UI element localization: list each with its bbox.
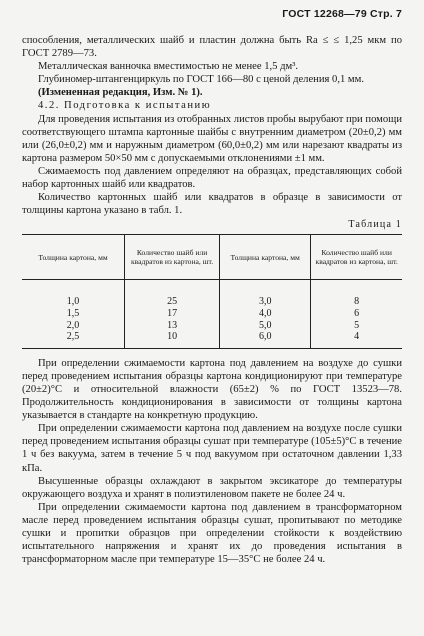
table-cell: 2,0 <box>66 319 80 331</box>
thickness-table <box>22 234 402 347</box>
table-cell: 5,0 <box>220 320 311 332</box>
paragraph-conditioning: При определении сжимаемости картона под давлением на воздухе до сушки перед проведением испытания образцы картона кондиционируют при температуре (20±2)°С и относительной влажности (65±2) % по ГОСТ 13523—78. Продолжительность кондиционирования в зависимости от толщины картона указывается в стандарте на конкретную продукцию. <box>22 357 402 422</box>
paragraph-cooling: Высушенные образцы охлаждают в закрытом эксикаторе до температуры окружающего воздуха и хранят в полиэтиленовом пакете не более 24 ч. <box>22 475 402 500</box>
paragraph-roughness: способления, металлических шайб и пластин должна быть Ra ≤ ≤ 1,25 мкм по ГОСТ 2789—73. <box>22 35 402 60</box>
table-wrapper <box>22 234 402 348</box>
table-row <box>22 320 402 332</box>
paragraph-drying: При определении сжимаемости картона под давлением на воздухе после сушки перед проведением испытания образцы сушат при температуре (105±5)°С в течение 1 ч без вакуума, затем в течение 5 ч под вакуумом при остаточном давлении 1,33 кПа. <box>22 423 402 474</box>
paragraph-bath: Металлическая ванночка вместимостью не менее 1,5 дм³. <box>38 61 299 73</box>
table-row <box>22 280 402 308</box>
table-cell: 4 <box>311 331 402 348</box>
table-cell: 5 <box>311 320 402 332</box>
table-cell: 6,0 <box>220 331 311 348</box>
amendment-note: (Измененная редакция, Изм. № 1). <box>38 87 203 99</box>
table-cell: 4,0 <box>220 308 311 320</box>
table-cell: 1,0 <box>66 296 80 308</box>
page-header: ГОСТ 12268—79 Стр. 7 <box>282 8 402 20</box>
page-content <box>22 34 402 566</box>
paragraph-quantity: Количество картонных шайб или квадратов в образце в зависимости от толщины картона указано в табл. 1. <box>22 192 402 217</box>
table-cell: 10 <box>125 331 220 348</box>
table-cell: 25 <box>125 280 220 308</box>
section-heading: 4.2. Подготовка к испытанию <box>38 100 212 112</box>
table-cell: 2,5 <box>66 331 80 343</box>
table-caption: Таблица 1 <box>348 219 402 231</box>
col-header-thickness-2: Толщина картона, мм <box>220 235 311 280</box>
paragraph-gauge: Глубиномер-штангенциркуль по ГОСТ 166—80 с ценой деления 0,1 мм. <box>38 74 364 86</box>
paragraph-samples: Для проведения испытания из отобранных листов пробы вырубают при помощи соответствующего штампа картонные шайбы с внутренним диаметром (20±0,2) мм или (26,0±0,2) мм и наружным диаметром (60,0±0,2) мм или нарезают квадраты из картона размером 50×50 мм с допускаемыми отклонениями ±1 мм. <box>22 113 402 164</box>
col-header-thickness-1: Толщина картона, мм <box>22 235 125 280</box>
paragraph-compressibility: Сжимаемость под давлением определяют на образцах, представляющих собой набор картонных шайб или квадратов. <box>22 165 402 191</box>
table-cell: 8 <box>311 280 402 308</box>
table-cell: 17 <box>125 308 220 320</box>
col-header-quantity-1: Количество шайб или квадратов из картона, шт. <box>125 235 220 280</box>
table-cell: 6 <box>311 308 402 320</box>
table-row <box>22 308 402 320</box>
paragraph-oil-test: При определении сжимаемости картона под давлением в трансформаторном масле перед проведением испытания образцы сушат, пропитывают по методике сушки и пропитки образцов при определении стойкости к воздействию испытательного напряжения и хранят их до проведения испытания в трансформаторном масле при температуре 15—35°С не более 24 ч. <box>22 501 402 566</box>
col-header-quantity-2: Количество шайб или квадратов из картона, шт. <box>311 235 402 280</box>
table-row <box>22 331 402 348</box>
table-cell: 1,5 <box>66 308 80 319</box>
table-cell: 3,0 <box>220 280 311 308</box>
table-header-row <box>22 235 402 280</box>
table-cell: 13 <box>125 320 220 332</box>
